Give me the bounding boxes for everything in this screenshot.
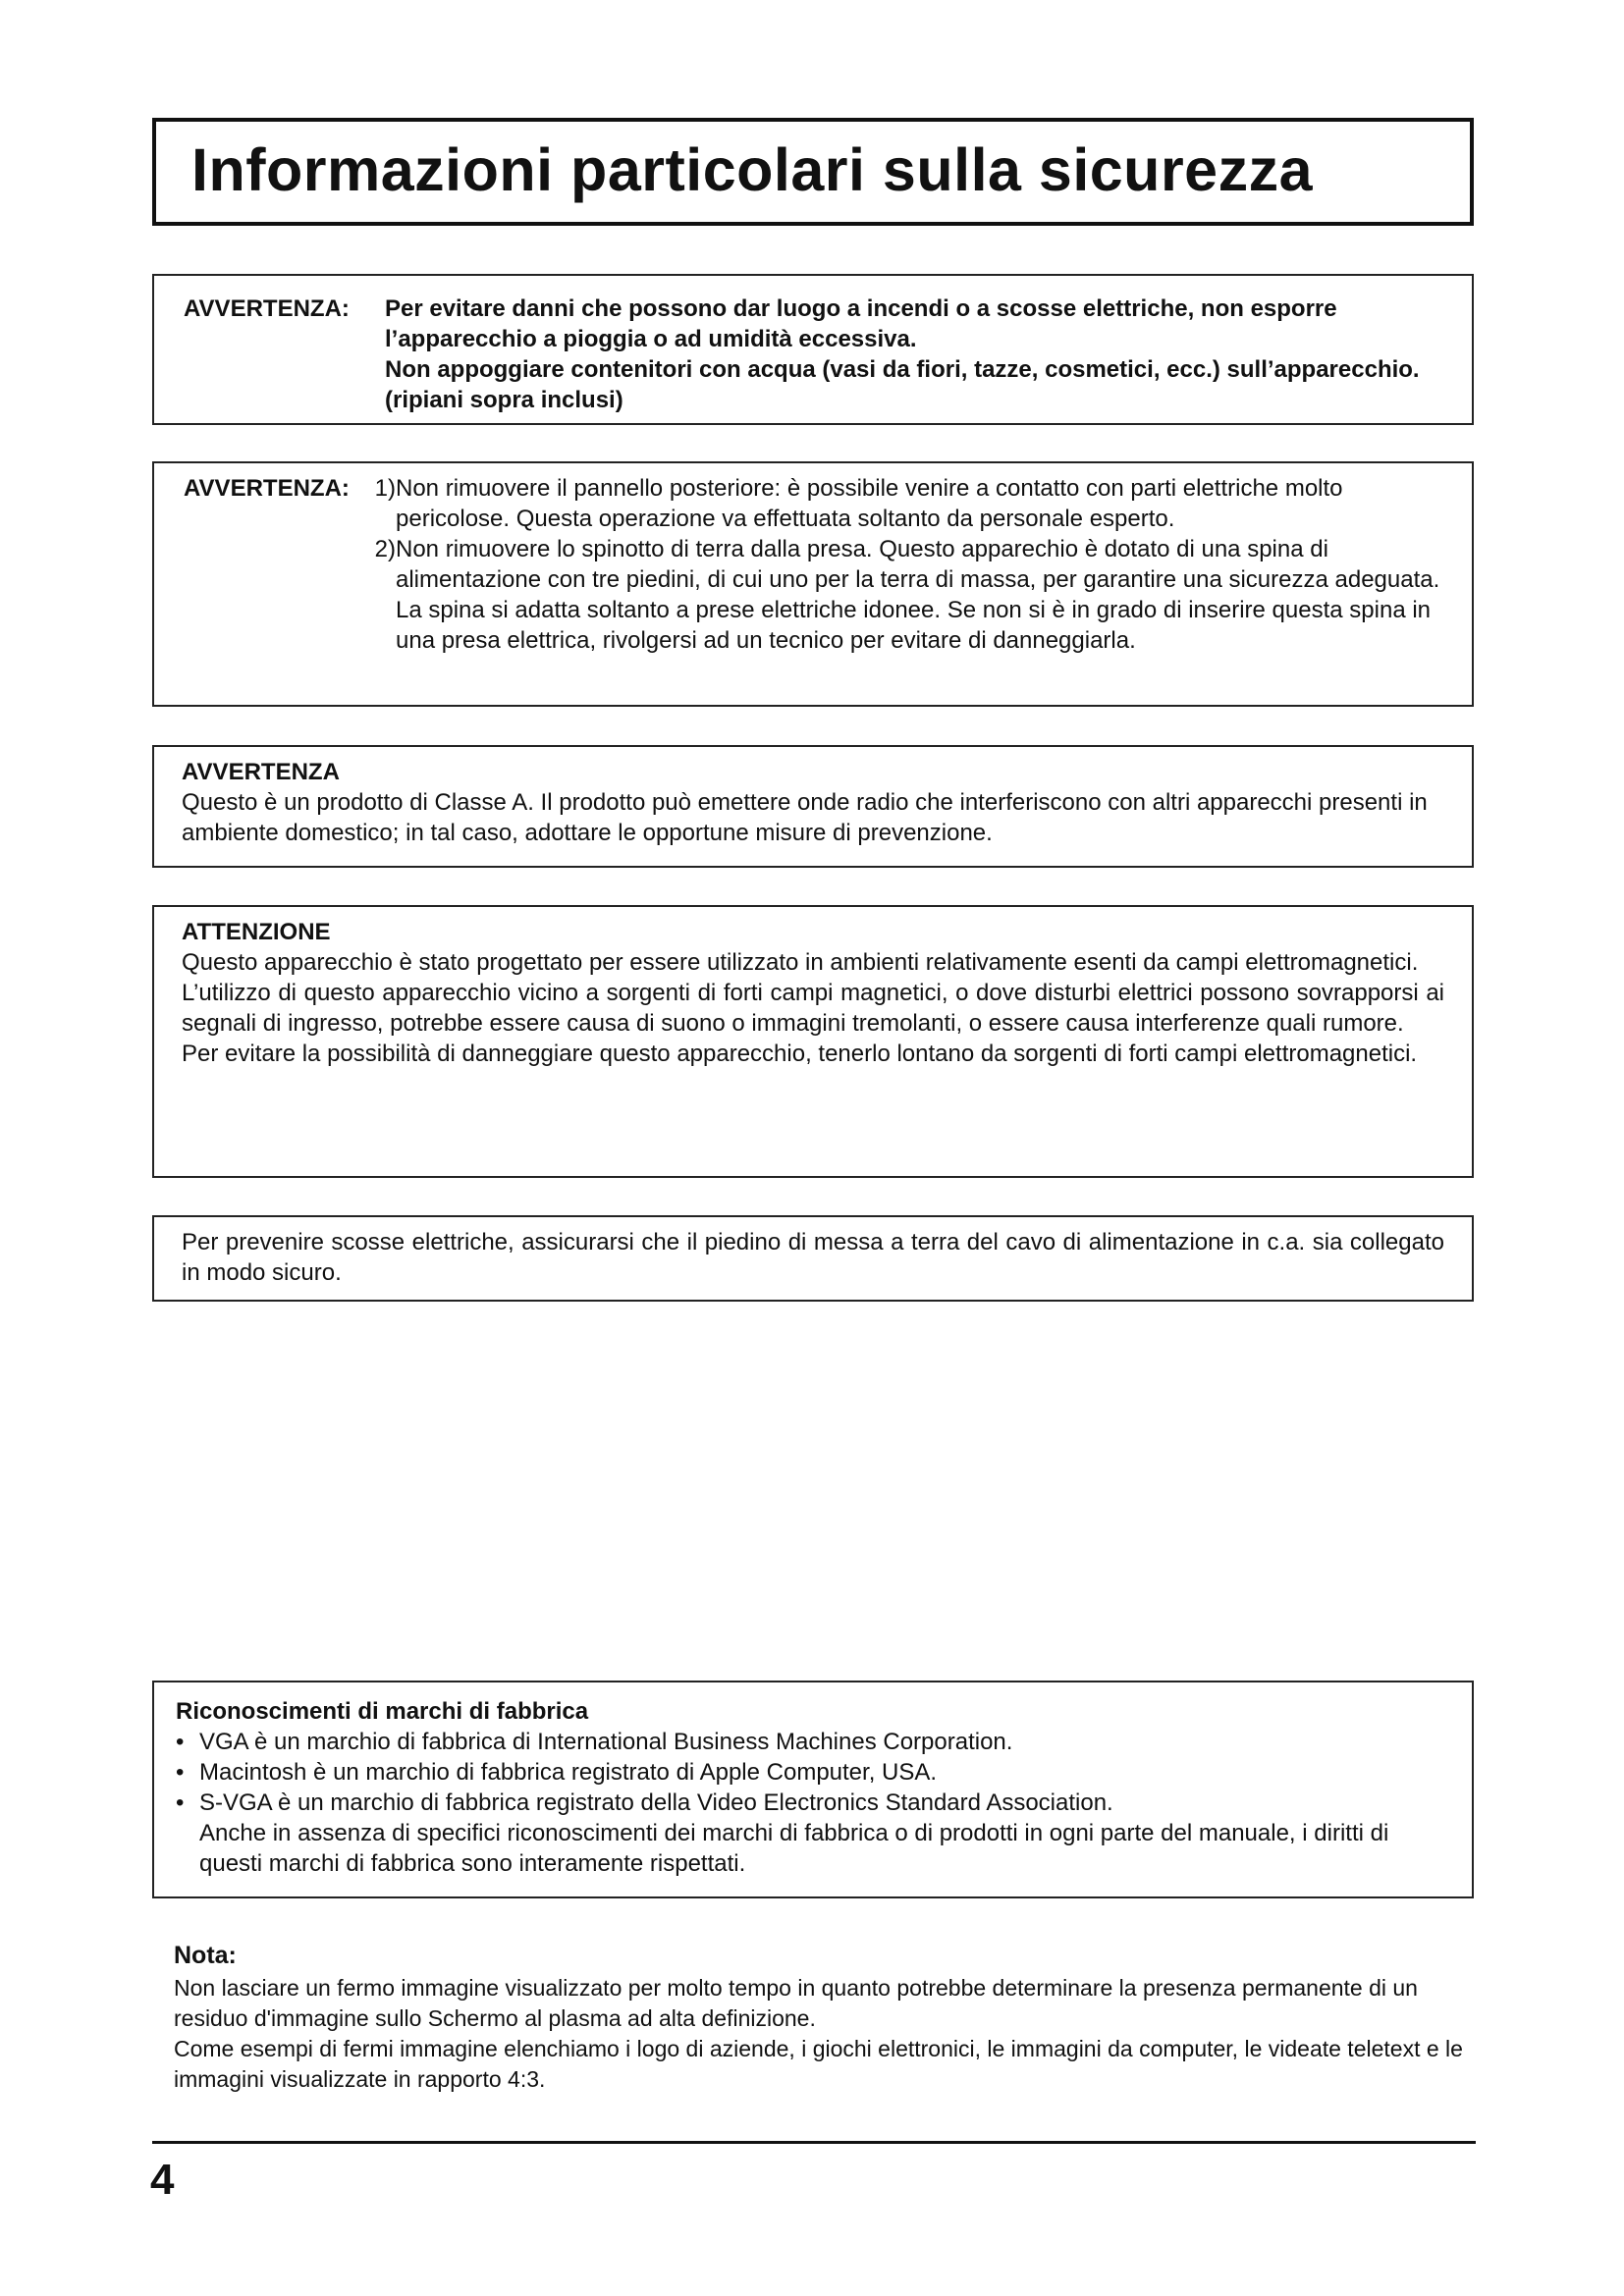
trademark-note: Anche in assenza di specifici riconoscimenti dei marchi di fabbrica o di prodotti in ogni parte del manuale, i diritti di questi marchi di fabbrica sono interamente rispettati.	[199, 1820, 1389, 1877]
title-box	[152, 118, 1474, 226]
bullet-icon: •	[176, 1729, 185, 1755]
warning-label: AVVERTENZA:	[184, 475, 350, 502]
warning-label: AVVERTENZA:	[184, 295, 350, 322]
note-paragraph: Come esempi di fermi immagine elenchiamo i logo di aziende, i giochi elettronici, le immagini da computer, le videate teletext e le immagini visualizzate in rapporto 4:3.	[174, 2036, 1463, 2092]
item-number: 2)	[374, 536, 396, 562]
list-item	[176, 1788, 1452, 1818]
list-item	[370, 473, 1442, 534]
warning-text: Questo è un prodotto di Classe A. Il prodotto può emettere onde radio che interferiscono con altri apparecchi presenti in ambiente domestico; in tal caso, adottare le opportune misure di prevenzione.	[182, 789, 1428, 846]
warning-text: Per evitare danni che possono dar luogo a incendi o a scosse elettriche, non esporre l’apparecchio a pioggia o ad umidità eccessiva.	[385, 295, 1337, 352]
trademarks-box	[152, 1681, 1474, 1898]
bullet-icon: •	[176, 1789, 185, 1816]
trademarks-heading: Riconoscimenti di marchi di fabbrica	[176, 1698, 589, 1725]
grounding-text: Per prevenire scosse elettriche, assicurarsi che il piedino di messa a terra del cavo di alimentazione in c.a. sia collegato in modo sicuro.	[182, 1229, 1444, 1286]
page-number: 4	[150, 2156, 175, 2204]
note-paragraph: Non lasciare un fermo immagine visualizzato per molto tempo in quanto potrebbe determinare la presenza permanente di un residuo d'immagine sullo Schermo al plasma ad alta definizione.	[174, 1975, 1418, 2031]
list-item	[176, 1727, 1452, 1757]
warning-text: Non appoggiare contenitori con acqua (vasi da fiori, tazze, cosmetici, ecc.) sull’apparecchio. (ripiani sopra inclusi)	[385, 356, 1420, 413]
item-text: Non rimuovere il pannello posteriore: è possibile venire a contatto con parti elettriche molto pericolose. Questa operazione va effettuata soltanto da personale esperto.	[396, 475, 1343, 532]
trademark-text: S-VGA è un marchio di fabbrica registrato della Video Electronics Standard Association.	[199, 1789, 1113, 1816]
caution-box	[152, 905, 1474, 1178]
warning-box-electrical	[152, 461, 1474, 707]
list-item	[370, 534, 1442, 656]
trademark-text: VGA è un marchio di fabbrica di International Business Machines Corporation.	[199, 1729, 1013, 1755]
footer-rule	[152, 2141, 1476, 2144]
caution-heading: ATTENZIONE	[182, 919, 331, 945]
note-heading: Nota:	[174, 1942, 237, 1969]
warning-heading: AVVERTENZA	[182, 759, 340, 785]
item-text: Non rimuovere lo spinotto di terra dalla presa. Questo apparechio è dotato di una spina di alimentazione con tre piedini, di cui uno per la terra di massa, per garantire una sicurezza adeguata. La spina si adatta soltanto a prese elettriche idonee. Se non si è in grado di inserire questa spina in una presa elettrica, rivolgersi ad un tecnico per evitare di danneggiarla.	[396, 536, 1440, 654]
bullet-icon: •	[176, 1759, 185, 1786]
item-number: 1)	[374, 475, 396, 502]
note-section	[174, 1941, 1480, 2095]
list-item	[176, 1757, 1452, 1788]
caution-paragraph: Per evitare la possibilità di danneggiare questo apparecchio, tenerlo lontano da sorgenti di forti campi elettromagnetici.	[182, 1041, 1418, 1067]
caution-paragraph: Questo apparecchio è stato progettato per essere utilizzato in ambienti relativamente esenti da campi elettromagnetici.	[182, 949, 1419, 976]
trademark-text: Macintosh è un marchio di fabbrica registrato di Apple Computer, USA.	[199, 1759, 938, 1786]
page-title: Informazioni particolari sulla sicurezza	[191, 136, 1314, 203]
warning-box-class-a	[152, 745, 1474, 868]
warning-box-fire	[152, 274, 1474, 425]
grounding-box	[152, 1215, 1474, 1302]
caution-paragraph: L’utilizzo di questo apparecchio vicino a sorgenti di forti campi magnetici, o dove disturbi elettrici possono sovrapporsi ai segnali di ingresso, potrebbe essere causa di suono o immagini tremolanti, o essere causa interferenze quali rumore.	[182, 980, 1444, 1037]
